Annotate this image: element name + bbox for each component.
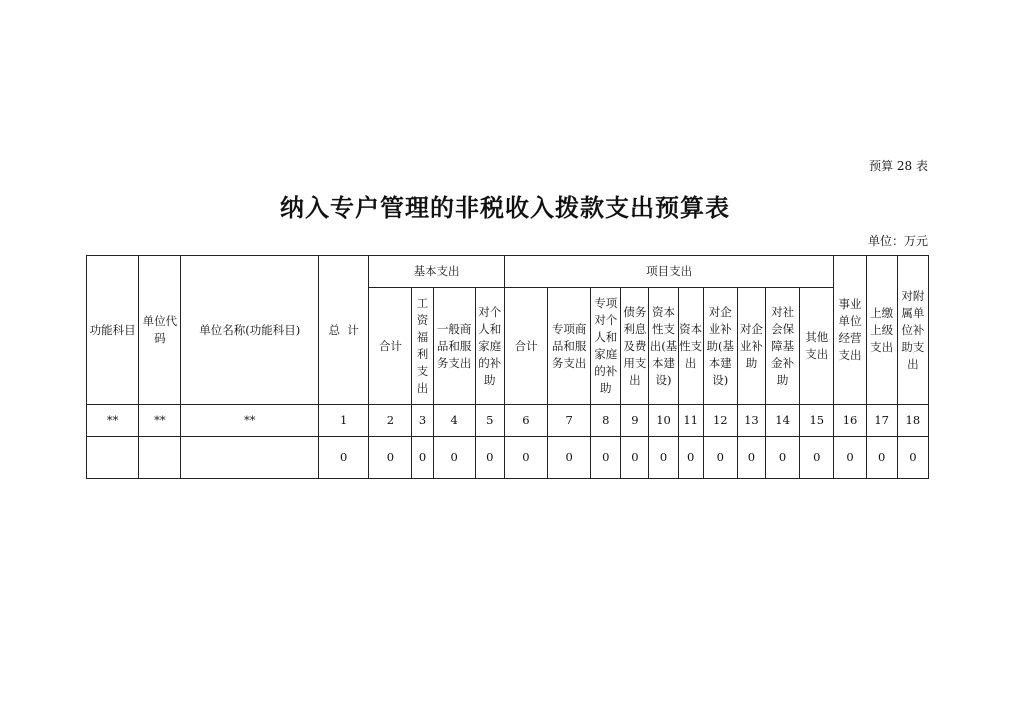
value-cell: [181, 437, 319, 479]
value-cell: 0: [737, 437, 765, 479]
header-basic-2: 工资福利支出: [412, 288, 433, 405]
header-name: 单位名称(功能科目): [181, 256, 319, 405]
header-tail-3: 对附属单位补助支出: [897, 256, 928, 405]
header-project-5: 资本性支出(基本建设): [649, 288, 678, 405]
value-cell: 0: [504, 437, 547, 479]
header-project-1: 合计: [504, 288, 547, 405]
value-cell: 0: [800, 437, 834, 479]
unit-label: 单位：万元: [867, 234, 928, 248]
header-project-2: 专项商品和服务支出: [548, 288, 591, 405]
value-cell: 0: [412, 437, 433, 479]
header-project-9: 对社会保障基金补助: [766, 288, 800, 405]
header-project-4: 债务利息及费用支出: [621, 288, 649, 405]
value-cell: [87, 437, 139, 479]
header-group-project: 项目支出: [504, 256, 834, 288]
index-cell: 5: [475, 405, 504, 437]
value-cell: 0: [897, 437, 928, 479]
index-cell: 15: [800, 405, 834, 437]
header-project-10: 其他支出: [800, 288, 834, 405]
value-cell: 0: [369, 437, 412, 479]
index-cell: 3: [412, 405, 433, 437]
value-cell: 0: [703, 437, 737, 479]
header-basic-4: 对个人和家庭的补助: [475, 288, 504, 405]
value-cell: 0: [591, 437, 621, 479]
value-cell: 0: [621, 437, 649, 479]
index-cell: 16: [834, 405, 866, 437]
index-cell: 7: [548, 405, 591, 437]
index-cell: 12: [703, 405, 737, 437]
value-cell: 0: [433, 437, 475, 479]
index-cell: **: [87, 405, 139, 437]
index-cell: 10: [649, 405, 678, 437]
value-cell: 0: [548, 437, 591, 479]
index-cell: **: [181, 405, 319, 437]
form-number: 预算 28 表: [869, 159, 928, 173]
index-row: [87, 405, 929, 437]
index-cell: 18: [897, 405, 928, 437]
index-cell: 9: [621, 405, 649, 437]
value-cell: 0: [678, 437, 703, 479]
header-code: 单位代码: [139, 256, 181, 405]
header-tail-2: 上缴上级支出: [866, 256, 897, 405]
header-group-basic: 基本支出: [369, 256, 505, 288]
index-cell: 6: [504, 405, 547, 437]
header-project-6: 资本性支出: [678, 288, 703, 405]
value-cell: 0: [834, 437, 866, 479]
value-cell: [139, 437, 181, 479]
index-cell: 17: [866, 405, 897, 437]
index-cell: 11: [678, 405, 703, 437]
value-cell: 0: [319, 437, 369, 479]
value-cell: 0: [649, 437, 678, 479]
index-cell: 13: [737, 405, 765, 437]
header-project-3: 专项对个人和家庭的补助: [591, 288, 621, 405]
index-cell: 1: [319, 405, 369, 437]
index-cell: 2: [369, 405, 412, 437]
page-title: 纳入专户管理的非税收入拨款支出预算表: [280, 194, 730, 222]
header-project-8: 对企业补助: [737, 288, 765, 405]
value-cell: 0: [475, 437, 504, 479]
header-func: 功能科目: [87, 256, 139, 405]
value-cell: 0: [866, 437, 897, 479]
header-tail-1: 事业单位经营支出: [834, 256, 866, 405]
value-cell: 0: [766, 437, 800, 479]
index-cell: 14: [766, 405, 800, 437]
value-row: [87, 437, 929, 479]
index-cell: 4: [433, 405, 475, 437]
header-basic-3: 一般商品和服务支出: [433, 288, 475, 405]
header-total: 总 计: [319, 256, 369, 405]
budget-table: [86, 255, 929, 479]
index-cell: **: [139, 405, 181, 437]
header-row-1: [87, 256, 929, 288]
header-basic-1: 合计: [369, 288, 412, 405]
header-project-7: 对企业补助(基本建设): [703, 288, 737, 405]
index-cell: 8: [591, 405, 621, 437]
